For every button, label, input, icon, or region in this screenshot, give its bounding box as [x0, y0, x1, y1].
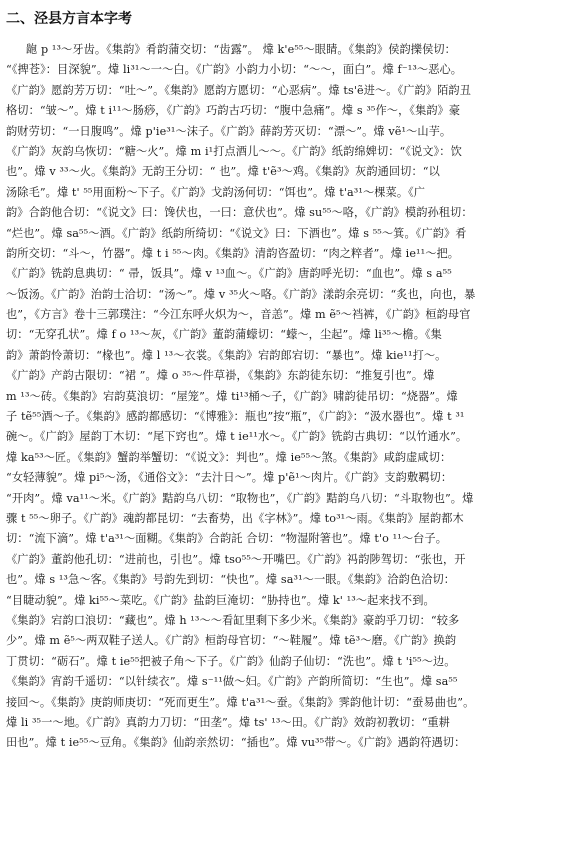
text-line: 《广韵》产韵古限切：“裙 ”。㸆 o ³⁵～件草褂，《集韵》东韵徒东切：“推复引也”。㸆 [6, 369, 435, 383]
text-line: m ¹³～砖。《集韵》宕韵莫浪切：“屋笼”。㸆 ti¹³桶～子，《广韵》啸韵徒吊切：“烧器”。㸆 [6, 389, 458, 403]
text-line: “《捭苍》：目深貌”。㸆 li³¹～一～白。《广韵》小韵力小切：“～～，面白”。㸆 f⁻¹³～恶心。 [6, 63, 463, 77]
text-line: 韵》萧韵怜萧切：“椽也”。㸆 l ¹³～衣裳。《集韵》宕韵郎宕切：“暴也”。㸆 kie¹¹打～。 [6, 348, 447, 362]
text-line: 接回～。《集韵》庚韵师庚切：“死而更生”。㸆 t'a³¹～蚕。《集韵》霁韵他计切：“蚕易曲也”。 [6, 695, 475, 709]
body-text [6, 40, 583, 754]
text-line: 《集韵》宕韵口浪切：“藏也”。㸆 h ¹³～～看缸里剩下多少米。《集韵》豪韵乎刀切：“较多 [6, 613, 460, 627]
text-line: 切：“流下滴”。㸆 t'a³¹～面糊。《集韵》合韵託 合切：“物湿附箸也”。㸆 t'o ¹¹～台子。 [6, 532, 447, 546]
text-line: 也”，《方言》卷十三郭璞注：“今江东呼火炽为～，音恙”。㸆 m ẽ⁵～裆裤，《广韵》桓韵母官 [6, 308, 471, 322]
text-line: 㸆 li ³⁵一～地。《广韵》真韵力刀切：“田垄”。㸆 ts' ¹³～田。《广韵》效韵初教切：“重耕 [6, 715, 450, 729]
text-line: “女轻薄貌”。㸆 pi⁵～汤，《通俗文》：“去汁日～”。㸆 p'ẽ¹～肉片。《广韵》支韵敷羁切： [6, 471, 453, 485]
text-line: “目睫动貌”。㸆 ki⁵⁵～菜吃。《广韵》盐韵巨淹切：“胁持也”。㸆 k' ¹³～起来找不到。 [6, 593, 435, 607]
text-line: 《集韵》宵韵千遥切：“以针续衣”。㸆 s⁻¹¹做～妇。《广韵》产韵所简切：“生也”。㸆 sa⁵⁵ [6, 675, 458, 689]
text-line: 《广韵》愿韵芳万切：“吐～”。《集韵》愿韵方愿切：“心恶病”。㸆 ts'ẽ进～。《广韵》陌韵丑 [6, 83, 471, 97]
text-line: 丁贯切：“砺石”。㸆 t ie⁵⁵把被子角～下子。《广韵》仙韵子仙切：“洗也”。㸆 t 'i⁵⁵～边。 [6, 654, 456, 668]
text-line: 田也”。㸆 t ie⁵⁵～豆角。《集韵》仙韵亲然切：“插也”。㸆 vu³⁵带～。《广韵》遇韵符遇切： [6, 736, 466, 750]
text-line: 切：“无穿孔状”。㸆 f o ¹³～灰，《广韵》董韵蒲蠓切：“蠓～，尘起”。㸆 li³⁵～檐。《集 [6, 328, 442, 342]
text-line: ～饭汤。《广韵》治韵士洽切：“汤～”。㸆 v ³⁵火～咯。《广韵》漾韵余亮切：“炙也，向也，暴 [6, 287, 476, 301]
text-line: 龅 p ¹³～牙齿。《集韵》肴韵蒲交切：“齿露”。 㸆 k'e⁵⁵～眼睛。《集韵》侯韵擽侯切： [26, 43, 456, 56]
text-line: 韵》合韵他合切：“《说文》曰：馋伏也，一曰：意伏也”。㸆 su⁵⁵～咯，《广韵》模韵孙租切： [6, 206, 473, 220]
text-line: “烂也”。㸆 sa⁵⁵～酒。《广韵》纸韵所绮切：“《说文》曰：下酒也”。㸆 s ⁵⁵～箕。《广韵》肴 [6, 226, 467, 240]
section-heading: 二、泾县方言本字考 [6, 11, 132, 27]
text-line: 汤除毛”。㸆 t' ⁵⁵用面粉～下子。《广韵》戈韵汤何切：“饵也”。㸆 t'a³¹～棵菜。《广 [6, 185, 426, 199]
text-line: 韵财劳切：“一日腹鸣”。㸆 p'ie³¹～沫子。《广韵》薛韵芳灭切：“漂～”。㸆 vẽ¹～山芋。 [6, 124, 452, 138]
text-line: 㸆 ka⁵³～匠。《集韵》蟹韵举蟹切：“《说文》：判也”。㸆 ie⁵⁵～煞。《集韵》咸韵虚咸切： [6, 450, 452, 464]
text-line: 《广韵》铣韵息典切：“ 帚，饭具”。㸆 v ¹³血～。《广韵》唐韵呼光切：“血也”。㸆 s a⁵⁵ [6, 267, 452, 281]
text-line: 碗～。《广韵》屋韵丁木切：“尾下窍也”。㸆 t ie¹¹水～。《广韵》铣韵古典切：“以竹通水”。 [6, 430, 468, 444]
text-line: 少”。㸆 m ẽ⁵～两双鞋子送人。《广韵》桓韵母官切：“～鞋履”。㸆 tẽ³～磨。《广韵》换韵 [6, 634, 457, 648]
text-line: 韵所交切：“斗～，竹器”。㸆 t i ⁵⁵～肉。《集韵》清韵咨盈切：“肉之粹者”。㸆 ie¹¹～把。 [6, 246, 460, 260]
text-line: 子 tẽ⁵⁵酒～子。《集韵》感韵都感切：“《博雅》：瓶也”按“瓶”，《广韵》：“汲水器也”。㸆 t ³¹ [6, 410, 465, 424]
text-line: 《广韵》董韵他孔切：“进前也，引也”。㸆 tso⁵⁵～开嘴巴。《广韵》祃韵陟驾切：“张也，开 [6, 552, 466, 566]
text-line: “开肉”。㸆 va¹¹～米。《广韵》黠韵乌八切：“取物也”，《广韵》黠韵乌八切：“斗取物也”。㸆 [6, 491, 474, 505]
text-line: 也”。㸆 v ³³～火。《集韵》无韵王分切：“ 也”。㸆 t'ẽ³～鸡。《集韵》灰韵通回切：“以 [6, 165, 440, 179]
text-line: 《广韵》灰韵乌恢切：“糖～火”。㸆 m i¹打点酒儿～～。《广韵》纸韵绵婢切：“《说文》：饮 [6, 144, 462, 158]
text-line: 格切：“皱～”。㸆 t i¹¹～肠痧，《广韵》巧韵古巧切：“腹中急痛”。㸆 s ³⁵作～，《集韵》豪 [6, 104, 461, 118]
text-line: 也”。㸆 s ¹³急～客。《集韵》号韵先到切：“快也”。㸆 sa³¹～一眼。《集韵》洽韵色洽切： [6, 573, 456, 587]
text-line: 骤 t ⁵⁵～卵子。《广韵》魂韵都昆切：“去畜势，出《字林》”。㸆 to³¹～雨。《集韵》屋韵都木 [6, 511, 464, 525]
